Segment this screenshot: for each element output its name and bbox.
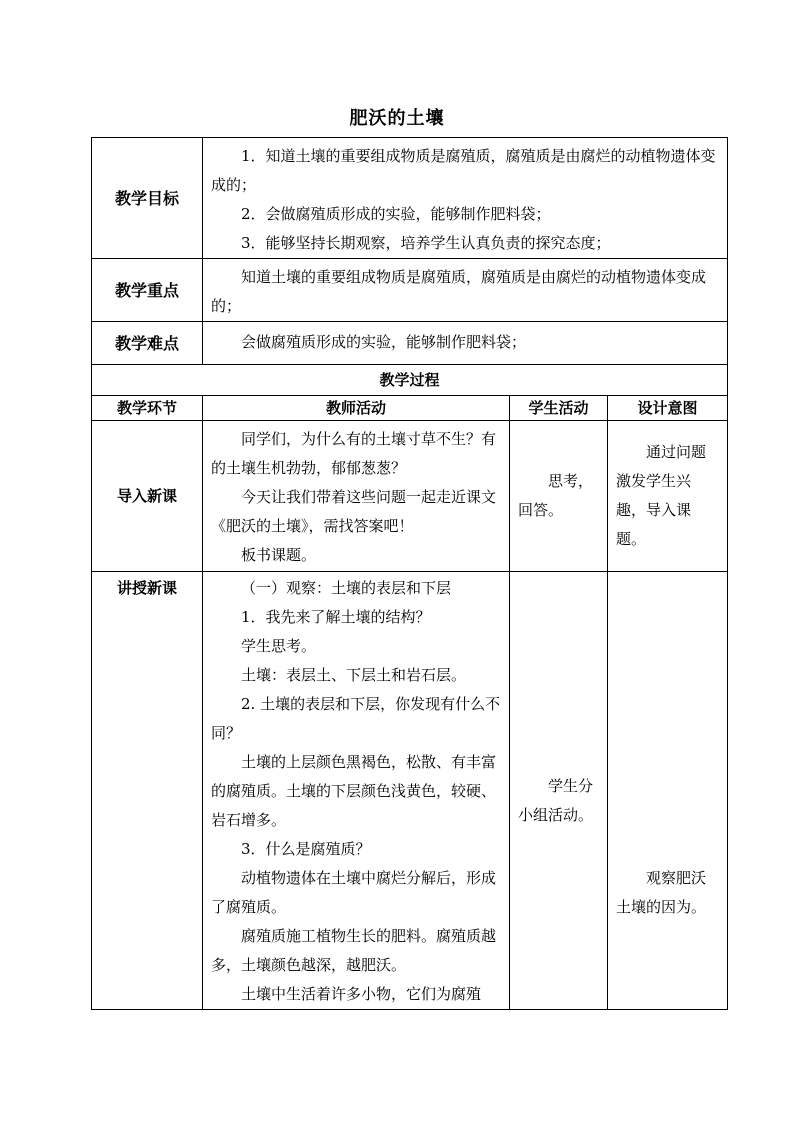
teacher-paragraph: 2. 土壤的表层和下层，你发现有什么不同？ xyxy=(211,695,501,742)
teacher-paragraph: 1．我先来了解土壤的结构？ xyxy=(241,608,431,626)
difficulties-text: 会做腐殖质形成的实验，能够制作肥料袋； xyxy=(241,333,527,351)
key-points-label: 教学重点 xyxy=(92,259,203,322)
teacher-paragraph: 板书课题。 xyxy=(241,546,317,564)
lesson-stage: 讲授新课 xyxy=(92,572,203,1010)
objectives-row xyxy=(92,138,728,259)
objective-item: 2．会做腐殖质形成的实验，能够制作肥料袋； xyxy=(241,205,551,223)
objective-item: 3．能够坚持长期观察，培养学生认真负责的探究态度； xyxy=(241,234,611,252)
teacher-paragraph: （一）观察：土壤的表层和下层 xyxy=(241,579,452,597)
intro-student xyxy=(510,421,608,572)
design-intent-text: 观察肥沃土壤的因为。 xyxy=(616,869,707,916)
lesson-teacher xyxy=(203,572,510,1010)
teacher-paragraph: 土壤的上层颜色黑褐色，松散、有丰富的腐殖质。土壤的下层颜色浅黄色，较硬、岩石增多。 xyxy=(211,753,497,829)
student-activity-text: 学生分小组活动。 xyxy=(518,777,594,824)
design-intent-text: 通过问题激发学生兴趣，导入课题。 xyxy=(616,443,707,548)
teacher-paragraph: 学生思考。 xyxy=(241,637,317,655)
key-points-row xyxy=(92,259,728,322)
process-title-row xyxy=(92,365,728,396)
objective-item: 1．知道土壤的重要组成物质是腐殖质，腐殖质是由腐烂的动植物遗体变成的； xyxy=(211,147,716,194)
intro-stage: 导入新课 xyxy=(92,421,203,572)
intro-teacher xyxy=(203,421,510,572)
process-header-row xyxy=(92,396,728,421)
process-title: 教学过程 xyxy=(92,365,728,396)
teacher-paragraph: 动植物遗体在土壤中腐烂分解后，形成了腐殖质。 xyxy=(211,869,497,916)
intro-intent xyxy=(608,421,728,572)
teacher-paragraph: 3．什么是腐殖质？ xyxy=(241,840,371,858)
teacher-paragraph: 土壤：表层土、下层土和岩石层。 xyxy=(241,666,467,684)
difficulties-label: 教学难点 xyxy=(92,322,203,365)
key-points-content xyxy=(203,259,728,322)
header-teacher: 教师活动 xyxy=(203,396,510,421)
objectives-content xyxy=(203,138,728,259)
teacher-paragraph: 同学们，为什么有的土壤寸草不生？有的土壤生机勃勃，郁郁葱葱？ xyxy=(211,430,497,477)
objectives-label: 教学目标 xyxy=(92,138,203,259)
teacher-paragraph: 土壤中生活着许多小物，它们为腐殖 xyxy=(241,985,482,1003)
difficulties-content xyxy=(203,322,728,365)
lesson-plan-table xyxy=(91,137,728,1010)
lesson-student xyxy=(510,572,608,1010)
teacher-paragraph: 腐殖质施工植物生长的肥料。腐殖质越多，土壤颜色越深，越肥沃。 xyxy=(211,927,497,974)
lesson-row xyxy=(92,572,728,1010)
header-intent: 设计意图 xyxy=(608,396,728,421)
header-student: 学生活动 xyxy=(510,396,608,421)
document-title: 肥沃的土壤 xyxy=(349,108,445,129)
teacher-paragraph: 今天让我们带着这些问题一起走近课文《肥沃的土壤》，需找答案吧！ xyxy=(211,488,497,535)
key-points-text: 知道土壤的重要组成物质是腐殖质，腐殖质是由腐烂的动植物遗体变成的； xyxy=(211,268,707,315)
difficulties-row xyxy=(92,322,728,365)
lesson-intent xyxy=(608,572,728,1010)
intro-row xyxy=(92,421,728,572)
student-activity-text: 思考，回答。 xyxy=(518,472,594,519)
header-stage: 教学环节 xyxy=(92,396,203,421)
